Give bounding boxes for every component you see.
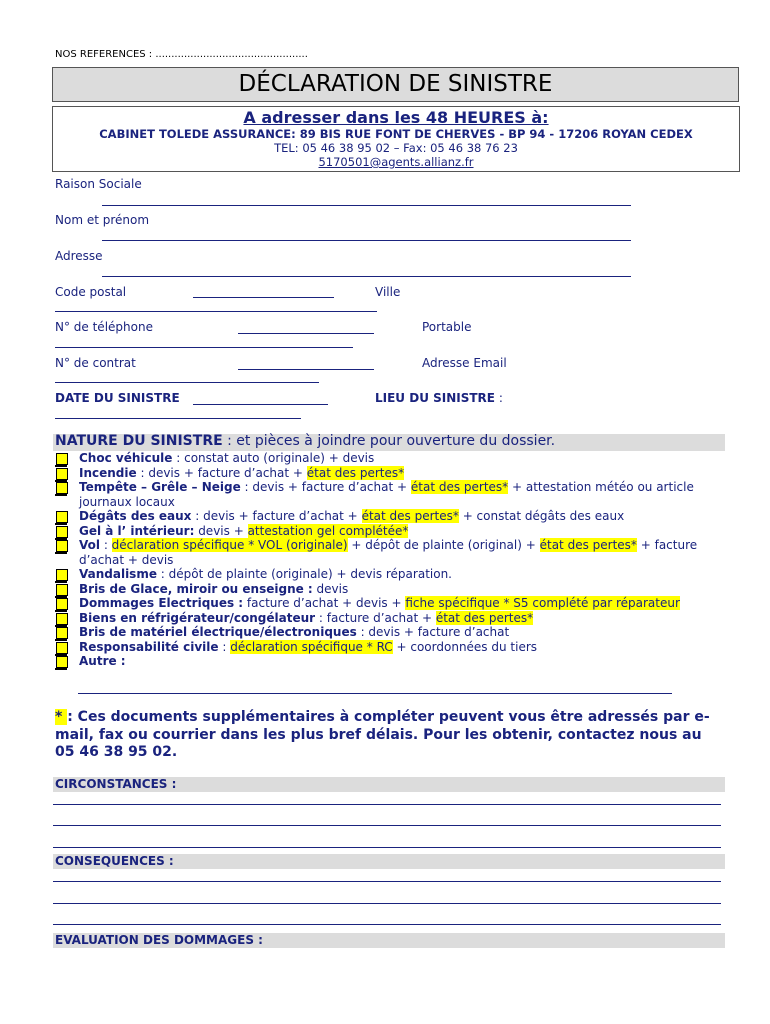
- code-postal-field[interactable]: [193, 297, 334, 298]
- nature-item: [55, 480, 725, 509]
- nature-item: [55, 582, 725, 597]
- ville-label: Ville: [375, 285, 401, 299]
- nature-item: [55, 509, 725, 524]
- nature-item-text: : constat auto (originale) + devis: [172, 451, 375, 465]
- checkbox-icon[interactable]: [56, 598, 68, 610]
- address-box: [52, 106, 740, 172]
- contrat-label: N° de contrat: [55, 356, 136, 370]
- circonstances-label: CIRCONSTANCES :: [55, 777, 177, 791]
- nature-item: [55, 611, 725, 626]
- nature-item-title: Dégâts des eaux: [79, 509, 192, 523]
- checkbox-icon[interactable]: [56, 569, 68, 581]
- nature-item-text: : devis + facture d’achat +: [191, 509, 362, 523]
- nature-item-title: Biens en réfrigérateur/congélateur: [79, 610, 316, 625]
- consequences-line-1[interactable]: [53, 881, 721, 882]
- highlighted-text: état des pertes*: [306, 465, 405, 480]
- date-sinistre-field[interactable]: [193, 404, 328, 405]
- nature-item-text: : facture d’achat +: [315, 610, 436, 625]
- checkbox-icon[interactable]: [56, 613, 68, 625]
- consequences-line-2[interactable]: [53, 903, 721, 904]
- adresse-label: Adresse: [55, 249, 103, 263]
- checkbox-icon[interactable]: [56, 584, 68, 596]
- cabinet-address: CABINET TOLEDE ASSURANCE: 89 BIS RUE FONT DE CHERVES - BP 94 - 17206 ROYAN CEDEX: [99, 127, 693, 141]
- highlighted-text: état des pertes*: [539, 538, 637, 552]
- address-heading: A adresser dans les 48 HEURES à:: [243, 108, 549, 127]
- portable-field[interactable]: [55, 347, 353, 348]
- checkbox-icon[interactable]: [56, 468, 68, 480]
- checkbox-icon[interactable]: [56, 540, 68, 552]
- nature-item-text: + attestation météo ou article journaux locaux: [79, 480, 694, 509]
- page-title: DÉCLARATION DE SINISTRE: [52, 67, 739, 102]
- checkbox-icon[interactable]: [56, 482, 68, 494]
- nom-prenom-label: Nom et prénom: [55, 213, 150, 227]
- checkbox-icon[interactable]: [56, 453, 68, 465]
- checkbox-icon[interactable]: [56, 511, 68, 523]
- nature-item: [55, 640, 725, 655]
- nature-item: [55, 451, 725, 466]
- nature-item-title: Vandalisme: [79, 567, 157, 581]
- nature-item: [55, 538, 725, 567]
- highlighted-text: fiche spécifique * S5 complété par réparateur: [405, 596, 680, 610]
- nature-item-text: : devis + facture d’achat: [356, 625, 510, 639]
- highlighted-text: état des pertes*: [410, 480, 509, 494]
- highlighted-text: déclaration spécifique * VOL (originale): [111, 538, 348, 552]
- ville-field[interactable]: [55, 311, 377, 312]
- nature-item: [55, 625, 725, 640]
- nature-item: [55, 596, 725, 611]
- nature-item-text: : dépôt de plainte (originale) + devis réparation.: [156, 567, 452, 581]
- consequences-label: CONSEQUENCES :: [55, 854, 174, 868]
- consequences-line-3[interactable]: [53, 924, 721, 925]
- lieu-sinistre-field[interactable]: [55, 418, 301, 419]
- supplementary-note: * : Ces documents supplémentaires à compléter peuvent vous être adressés par e-mail, fax ou courrier dans les plus bref délais. Pour les obtenir, contactez nous au 05 46 38 95 02.: [55, 709, 710, 760]
- nature-item-text: :: [100, 538, 112, 552]
- highlighted-text: état des pertes*: [361, 509, 459, 523]
- evaluation-label: EVALUATION DES DOMMAGES :: [55, 933, 263, 947]
- nature-item: [55, 524, 725, 539]
- highlighted-text: attestation gel complétée*: [247, 523, 409, 538]
- references-line: NOS REFERENCES : ................................................: [55, 49, 308, 60]
- nature-item-text: : devis + facture d’achat +: [240, 480, 411, 494]
- nature-item-text: + dépôt de plainte (original) +: [347, 538, 540, 552]
- nature-item-title: Responsabilité civile: [79, 639, 219, 654]
- telephone-field[interactable]: [238, 333, 374, 334]
- nature-item-title: Choc véhicule: [79, 451, 173, 465]
- lieu-sinistre-label: LIEU DU SINISTRE :: [375, 391, 503, 405]
- nature-item-text: + constat dégâts des eaux: [458, 509, 625, 523]
- circonstances-line-3[interactable]: [53, 847, 721, 848]
- highlighted-text: déclaration spécifique * RC: [230, 639, 393, 654]
- highlighted-text: état des pertes*: [435, 610, 534, 625]
- code-postal-label: Code postal: [55, 285, 127, 299]
- email-label: Adresse Email: [422, 356, 507, 370]
- nature-item-text: :: [218, 639, 231, 654]
- nature-item-title: Incendie: [79, 465, 137, 480]
- checkbox-icon[interactable]: [56, 642, 68, 654]
- circonstances-line-2[interactable]: [53, 825, 721, 826]
- checkbox-icon[interactable]: [56, 656, 68, 668]
- checkbox-icon[interactable]: [56, 627, 68, 639]
- nature-item-title: Bris de matériel électrique/électroniques: [79, 625, 357, 639]
- phone-fax: TEL: 05 46 38 95 02 – Fax: 05 46 38 76 23: [274, 141, 518, 155]
- nature-item-title: Vol: [79, 538, 100, 552]
- nature-item-title: Tempête – Grêle – Neige: [79, 480, 241, 494]
- email-link[interactable]: 5170501@agents.allianz.fr: [318, 155, 474, 169]
- nature-item-text: : devis + facture d’achat +: [136, 465, 307, 480]
- nature-item-text: facture d’achat + devis +: [243, 596, 406, 610]
- email-field[interactable]: [55, 382, 319, 383]
- nature-item: [55, 466, 725, 481]
- portable-label: Portable: [422, 320, 472, 334]
- adresse-field[interactable]: [102, 276, 631, 277]
- contrat-field[interactable]: [238, 369, 374, 370]
- telephone-label: N° de téléphone: [55, 320, 153, 334]
- nature-item-text: + coordonnées du tiers: [392, 639, 538, 654]
- nature-item-title: Autre :: [79, 654, 126, 668]
- nature-item-text: devis: [312, 581, 349, 596]
- nature-item-text: + facture d’achat + devis: [79, 538, 698, 567]
- nature-item-title: Dommages Electriques :: [79, 596, 244, 610]
- nature-item: [55, 654, 725, 669]
- nature-title: NATURE DU SINISTRE : et pièces à joindre pour ouverture du dossier.: [55, 433, 556, 449]
- nature-item-title: Bris de Glace, miroir ou enseigne :: [79, 581, 313, 596]
- raison-sociale-field[interactable]: [102, 205, 631, 206]
- nature-item-text: devis +: [194, 523, 248, 538]
- nature-item: [55, 567, 725, 582]
- circonstances-line-1[interactable]: [53, 804, 721, 805]
- nom-prenom-field[interactable]: [102, 240, 631, 241]
- nature-list: [55, 451, 725, 669]
- raison-sociale-label: Raison Sociale: [55, 177, 142, 191]
- autre-field[interactable]: [78, 693, 672, 694]
- nature-item-title: Gel à l’ intérieur:: [79, 523, 195, 538]
- checkbox-icon[interactable]: [56, 526, 68, 538]
- date-sinistre-label: DATE DU SINISTRE: [55, 391, 180, 405]
